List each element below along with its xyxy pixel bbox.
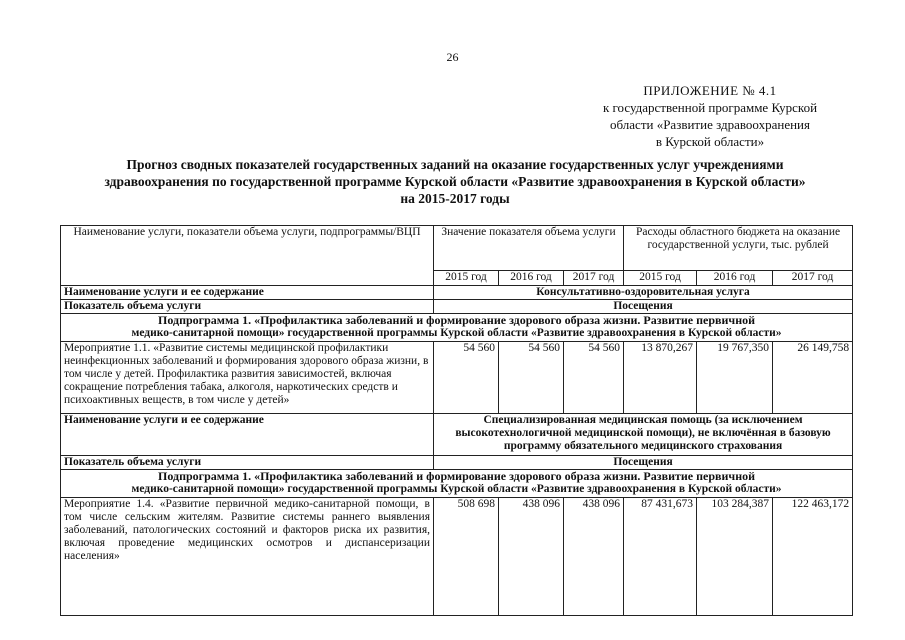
service-label: Наименование услуги и ее содержание	[61, 414, 434, 456]
header-service-column: Наименование услуги, показатели объема услуги, подпрограммы/ВЦП	[61, 226, 434, 286]
subprogram-line-1: Подпрограмма 1. «Профилактика заболеваний и формирование здорового образа жизни. Развитие первичной	[158, 469, 756, 483]
service-value: Специализированная медицинская помощь (за исключением высокотехнологичной медицинской помощи), не включённая в базовую программу обязательного медицинского страхования	[434, 414, 853, 456]
title-line-3: на 2015-2017 годы	[400, 191, 510, 206]
service-row	[61, 286, 853, 300]
service-value: Консультативно-оздоровительная услуга	[434, 286, 853, 300]
year-header: 2016 год	[697, 271, 773, 286]
indicator-label: Показатель объема услуги	[61, 456, 434, 470]
expense-cell: 103 284,387	[697, 498, 773, 616]
subprogram-line-1: Подпрограмма 1. «Профилактика заболеваний и формирование здорового образа жизни. Развитие первичной	[158, 313, 756, 327]
appendix-header	[560, 82, 860, 150]
value-cell: 54 560	[499, 342, 564, 414]
table-header-row	[61, 226, 853, 271]
indicator-value: Посещения	[434, 300, 853, 314]
service-label: Наименование услуги и ее содержание	[61, 286, 434, 300]
subprogram-row	[61, 470, 853, 498]
subprogram-title	[61, 314, 853, 342]
appendix-title: ПРИЛОЖЕНИЕ № 4.1	[643, 83, 777, 98]
measure-row	[61, 342, 853, 414]
year-header: 2017 год	[564, 271, 624, 286]
year-header: 2015 год	[434, 271, 499, 286]
year-header: 2015 год	[624, 271, 697, 286]
value-cell: 54 560	[434, 342, 499, 414]
expense-cell: 26 149,758	[773, 342, 853, 414]
measure-row	[61, 498, 853, 616]
expense-cell: 87 431,673	[624, 498, 697, 616]
measure-text: Мероприятие 1.1. «Развитие системы медицинской профилактики неинфекционных заболеваний и формирования здорового образа жизни, в том числе у детей. Профилактика развития зависимостей, включая сокращение потребления табака, алкоголя, наркотических средств и психоактивных веществ, в том числе у детей»	[61, 342, 434, 414]
indicator-row	[61, 456, 853, 470]
header-values-group: Значение показателя объема услуги	[434, 226, 624, 271]
value-cell: 508 698	[434, 498, 499, 616]
subprogram-line-2: медико-санитарной помощи» государственной программы Курской области «Развитие здравоохранения в Курской области»	[131, 483, 782, 495]
year-header: 2016 год	[499, 271, 564, 286]
year-header: 2017 год	[773, 271, 853, 286]
page-number: 26	[446, 50, 459, 64]
title-line-1: Прогноз сводных показателей государственных заданий на оказание государственных услуг учреждениями	[126, 157, 784, 172]
value-cell: 438 096	[499, 498, 564, 616]
appendix-line-4: в Курской области»	[655, 134, 765, 149]
appendix-line-2: к государственной программе Курской	[602, 100, 818, 115]
document-title	[45, 156, 865, 207]
expense-cell: 13 870,267	[624, 342, 697, 414]
title-line-2: здравоохранения по государственной программе Курской области «Развитие здравоохранения в Курской области»	[104, 174, 806, 189]
measure-text: Мероприятие 1.4. «Развитие первичной медико-санитарной помощи, в том числе сельским жителям. Развитие системы раннего выявления заболеваний, патологических состояний и факторов риска их развития, включая проведение медицинских осмотров и диспансеризации населения»	[61, 498, 434, 616]
indicator-row	[61, 300, 853, 314]
expense-cell: 19 767,350	[697, 342, 773, 414]
subprogram-row	[61, 314, 853, 342]
header-expenses-group: Расходы областного бюджета на оказание государственной услуги, тыс. рублей	[624, 226, 853, 271]
subprogram-title	[61, 470, 853, 498]
subprogram-line-2: медико-санитарной помощи» государственной программы Курской области «Развитие здравоохранения в Курской области»	[131, 327, 782, 339]
indicator-label: Показатель объема услуги	[61, 300, 434, 314]
expense-cell: 122 463,172	[773, 498, 853, 616]
indicator-value: Посещения	[434, 456, 853, 470]
value-cell: 54 560	[564, 342, 624, 414]
appendix-line-3: области «Развитие здравоохранения	[610, 117, 810, 132]
indicators-table	[60, 225, 853, 616]
value-cell: 438 096	[564, 498, 624, 616]
service-row	[61, 414, 853, 456]
